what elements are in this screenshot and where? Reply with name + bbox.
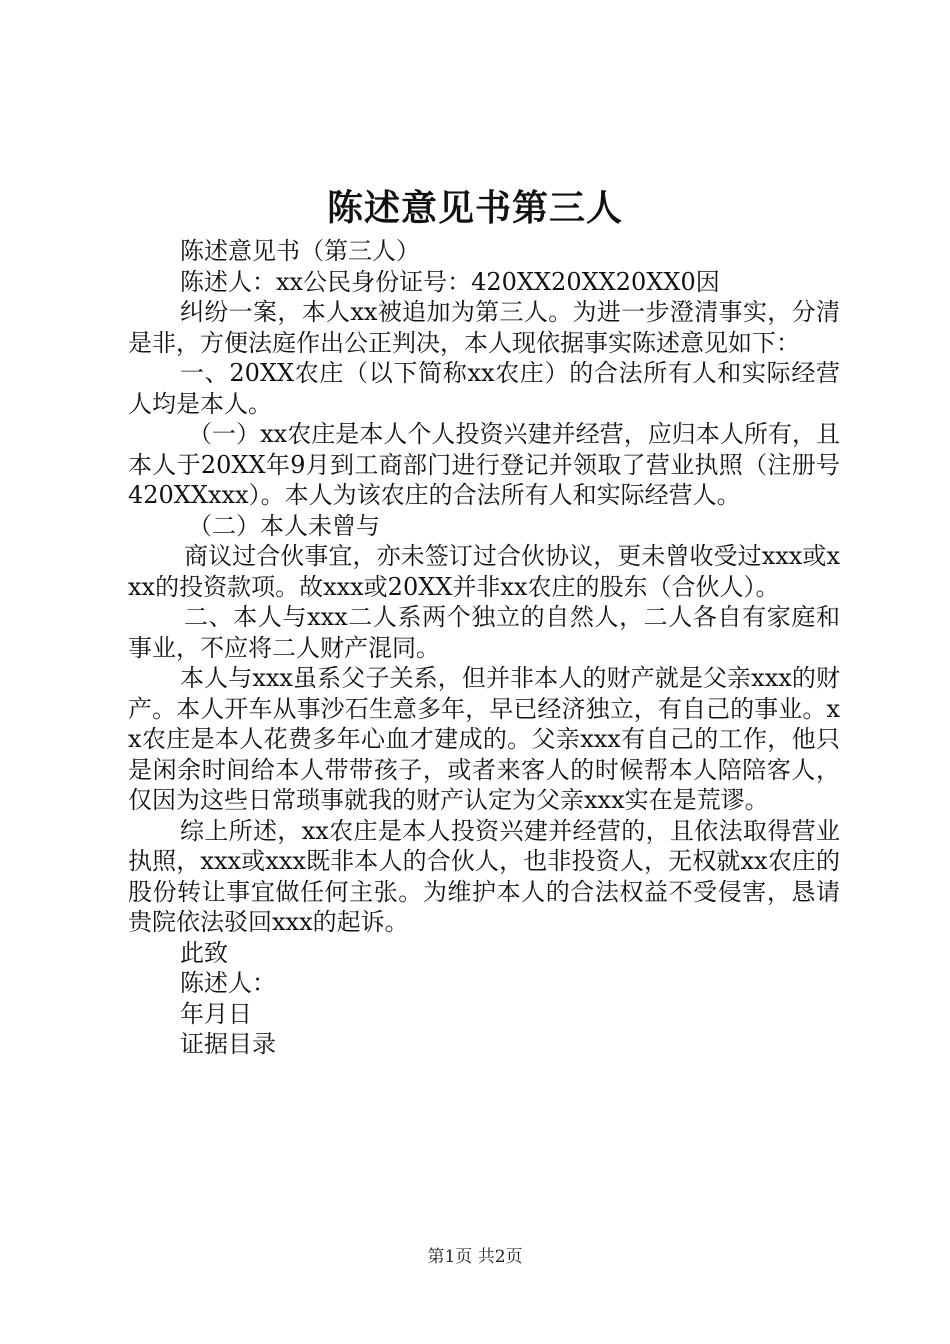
paragraph-relationship: 本人与xxx虽系父子关系，但并非本人的财产就是父亲xxx的财产。本人开车从事沙石生意多年，早已经济独立，有自己的事业。xx农庄是本人花费多年心血才建成的。父亲xxx有自己的工作，他只是闲余时间给本人带带孩子，或者来客人的时候帮本人陪陪客人，仅因为这些日常琐事就我的财产认定为父亲xxx实在是荒谬。 (128, 664, 840, 814)
paragraph-evidence-list: 证据目录 (180, 1030, 276, 1058)
paragraph-point-two: 二、本人与xxx二人系两个独立的自然人，二人各自有家庭和事业，不应将二人财产混同。 (128, 603, 840, 662)
paragraph-intro: 纠纷一案，本人xx被追加为第三人。为进一步澄清事实，分清是非，方便法庭作出公正判决，本人现依据事实陈述意见如下： (128, 298, 840, 357)
paragraph-signature: 陈述人： (180, 969, 276, 997)
paragraph-point-one: 一、20XX农庄（以下简称xx农庄）的合法所有人和实际经营人均是本人。 (128, 359, 840, 418)
paragraph-heading: 陈述意见书（第三人） (180, 237, 420, 265)
document-title: 陈述意见书第三人 (326, 187, 623, 229)
document-body (128, 236, 840, 1060)
paragraph-declarant: 陈述人：xx公民身份证号：420XX20XX20XX0因 (180, 267, 720, 296)
paragraph-subpoint-two-continued: 商议过合伙事宜，亦未签订过合伙协议，更未曾收受过xxx或xxx的投资款项。故xxx或20XX并非xx农庄的股东（合伙人）。 (128, 542, 840, 601)
paragraph-conclusion: 综上所述，xx农庄是本人投资兴建并经营的，且依法取得营业执照，xxx或xxx既非本人的合伙人，也非投资人，无权就xx农庄的股份转让事宜做任何主张。为维护本人的合法权益不受侵害，恳请贵院依法驳回xxx的起诉。 (128, 816, 840, 936)
paragraph-salutation: 此致 (180, 938, 228, 967)
paragraph-date: 年月日 (180, 999, 252, 1028)
page-number-footer: 第1页 共2页 (427, 1247, 523, 1267)
paragraph-subpoint-two: （二）本人未曾与 (188, 511, 380, 540)
paragraph-subpoint-one: （一）xx农庄是本人个人投资兴建并经营，应归本人所有，且本人于20XX年9月到工商部门进行登记并领取了营业执照（注册号420XXxxx）。本人为该农庄的合法所有人和实际经营人。 (128, 420, 840, 509)
